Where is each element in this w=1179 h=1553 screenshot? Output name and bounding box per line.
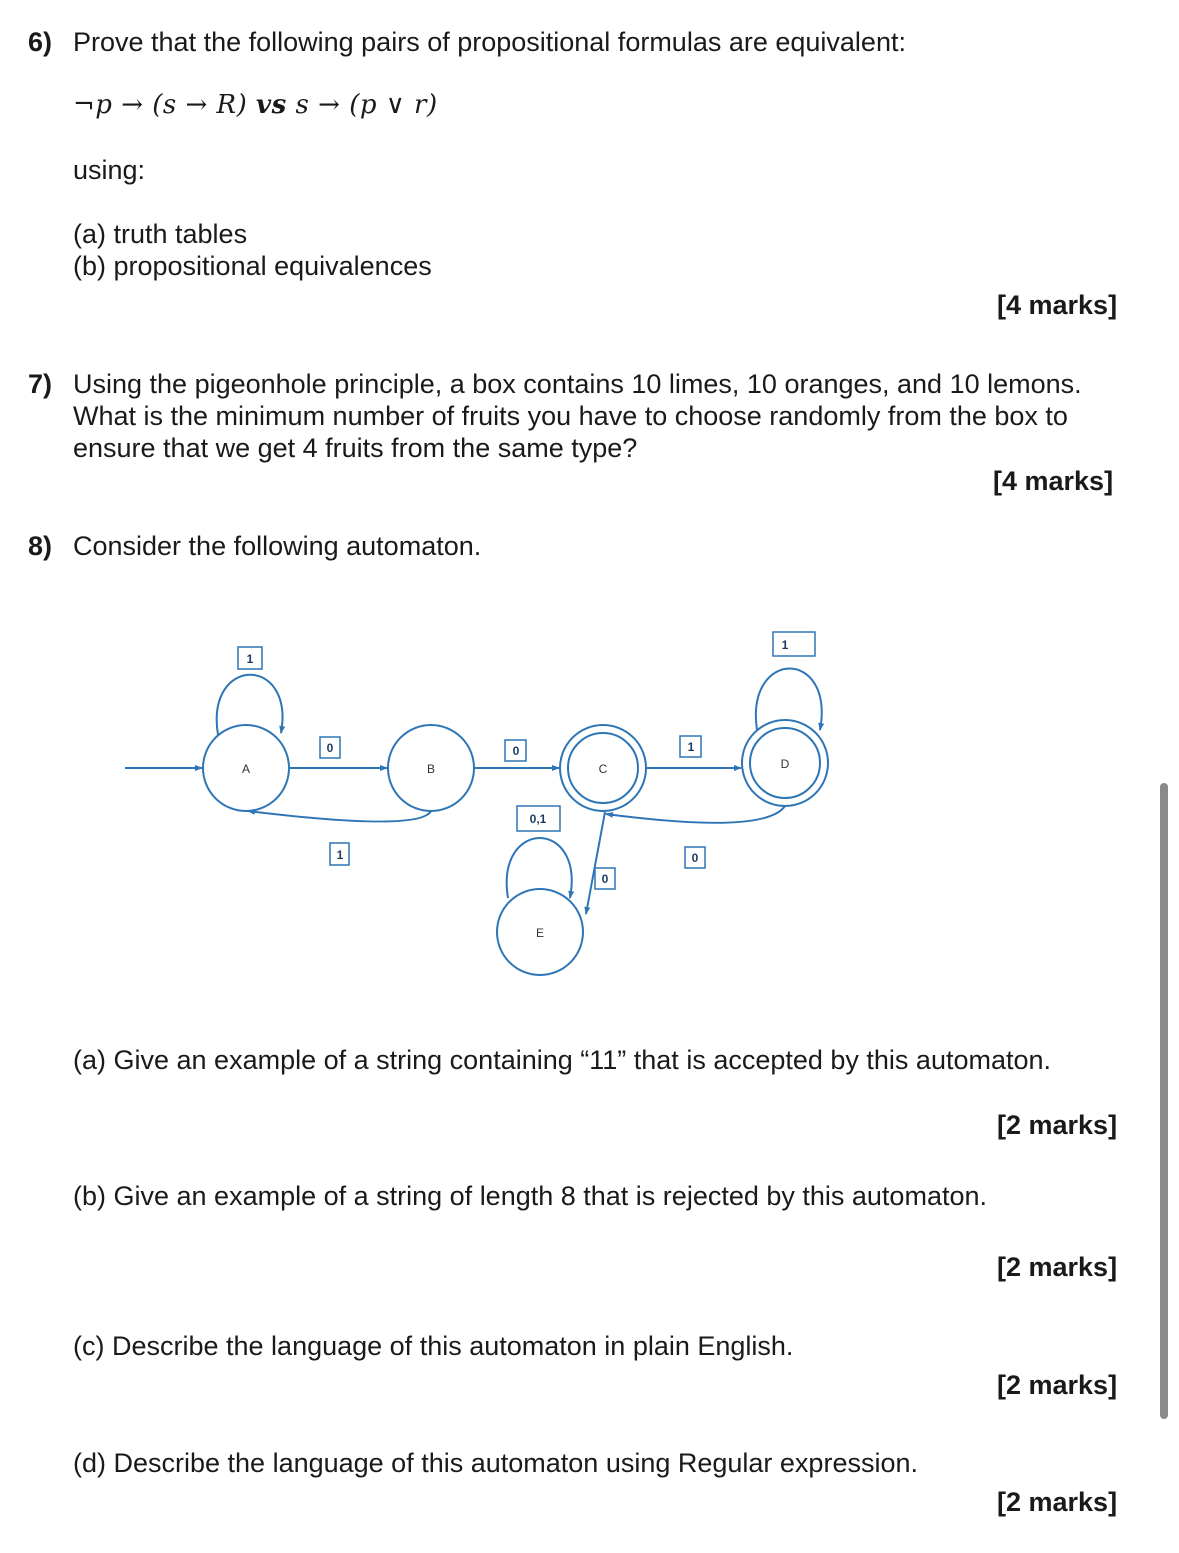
- q6-formula-right: s → (p ∨ r): [295, 90, 438, 120]
- label-d-c: 0: [691, 851, 699, 865]
- label-e-loop: 0,1: [529, 812, 547, 826]
- q8-part-c-marks: [2 marks]: [997, 1370, 1118, 1400]
- q8-part-b: (b) Give an example of a string of length 8 that is rejected by this automaton.: [73, 1181, 987, 1211]
- label-a-loop: 1: [246, 652, 254, 666]
- q7-marks: [4 marks]: [993, 466, 1114, 496]
- label-box-d-loop: [773, 632, 815, 656]
- label-b-a: 1: [336, 848, 344, 862]
- edge-d-c: [606, 806, 785, 823]
- label-b-c: 0: [512, 744, 520, 758]
- q8-part-a-marks: [2 marks]: [997, 1110, 1118, 1140]
- state-c-name: C: [598, 762, 608, 776]
- label-a-b: 0: [326, 741, 334, 755]
- label-c-d: 1: [687, 740, 695, 754]
- q8-prompt: Consider the following automaton.: [73, 531, 482, 561]
- state-e-name: E: [535, 926, 545, 940]
- q8-part-b-marks: [2 marks]: [997, 1252, 1118, 1282]
- vertical-scrollbar[interactable]: [1160, 783, 1168, 1419]
- label-c-e: 0: [601, 872, 609, 886]
- state-d-name: D: [780, 757, 790, 771]
- state-a-name: A: [241, 762, 251, 776]
- label-d-loop: 1: [781, 638, 789, 652]
- q8-part-d: (d) Describe the language of this automaton using Regular expression.: [73, 1448, 918, 1478]
- q7-line2: What is the minimum number of fruits you have to choose randomly from the box to: [73, 401, 1068, 431]
- q8-part-a: (a) Give an example of a string containing “11” that is accepted by this automaton.: [73, 1045, 1052, 1075]
- edge-c-e: [586, 812, 605, 914]
- q7-line3: ensure that we get 4 fruits from the same type?: [73, 433, 638, 463]
- q6-using: using:: [73, 155, 146, 185]
- q6-prompt: Prove that the following pairs of propositional formulas are equivalent:: [73, 27, 906, 57]
- q6-part-a: (a) truth tables: [73, 219, 248, 249]
- q6-formula-vs: vs: [256, 90, 287, 120]
- q6-number: 6): [28, 27, 53, 57]
- q7-line1: Using the pigeonhole principle, a box contains 10 limes, 10 oranges, and 10 lemons.: [73, 369, 1082, 399]
- edge-b-a: [248, 811, 431, 822]
- q6-marks: [4 marks]: [997, 290, 1118, 320]
- q8-number: 8): [28, 531, 53, 561]
- q8-part-c: (c) Describe the language of this automaton in plain English.: [73, 1331, 794, 1361]
- q6-formula-left: ¬p → (s → R): [73, 90, 248, 120]
- q8-part-d-marks: [2 marks]: [997, 1487, 1118, 1517]
- q7-number: 7): [28, 369, 53, 399]
- q6-part-b: (b) propositional equivalences: [73, 251, 432, 281]
- state-b-name: B: [426, 762, 436, 776]
